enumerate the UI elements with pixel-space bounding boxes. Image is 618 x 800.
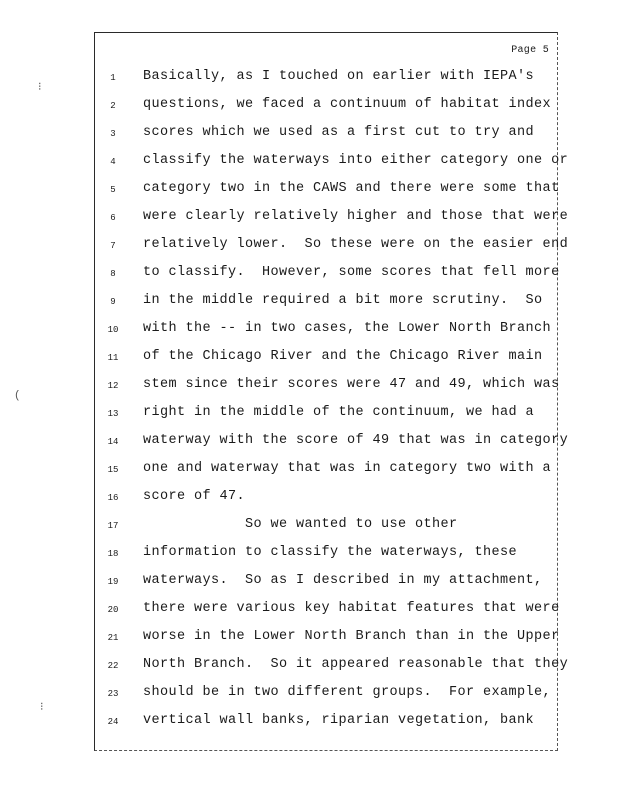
transcript-line [95,291,557,319]
line-number: 5 [110,185,116,195]
line-number: 21 [107,633,119,643]
transcript-line [95,207,569,235]
transcript-line [95,319,557,347]
line-text: category two in the CAWS and there were some that [143,181,560,196]
line-number: 2 [110,101,116,111]
line-text: waterway with the score of 49 that was in category [143,433,569,448]
transcript-line [95,711,557,739]
line-text: of the Chicago River and the Chicago River main [143,349,543,364]
line-text: scores which we used as a first cut to try and [143,125,535,140]
transcript-line [95,123,557,151]
margin-mark-top: ⁝ [38,82,42,94]
line-number: 19 [107,577,119,587]
line-text: relatively lower. So these were on the easier end [143,237,569,252]
transcript-line [95,459,557,487]
line-number: 16 [107,493,119,503]
transcript-line [95,571,557,599]
transcript-line [95,515,557,543]
transcript-page [94,32,569,751]
line-text: Basically, as I touched on earlier with IEPA's [143,69,535,84]
line-text: with the -- in two cases, the Lower North Branch [143,321,552,336]
line-number: 14 [107,437,119,447]
line-text: questions, we faced a continuum of habitat index [143,97,552,112]
transcript-line [95,179,560,207]
line-number: 1 [110,73,116,83]
line-text: So we wanted to use other [143,517,458,532]
line-text: there were various key habitat features that were [143,601,560,616]
transcript-line [95,151,569,179]
line-number: 18 [107,549,119,559]
line-text: should be in two different groups. For example, [143,685,552,700]
transcript-line [95,627,560,655]
line-number: 10 [107,325,119,335]
transcript-line [95,543,557,571]
line-number: 3 [110,129,116,139]
line-number: 17 [107,521,119,531]
line-text: one and waterway that was in category two with a [143,461,552,476]
line-text: in the middle required a bit more scrutiny. So [143,293,543,308]
line-text: vertical wall banks, riparian vegetation, bank [143,713,535,728]
line-number: 23 [107,689,119,699]
transcript-line [95,487,557,515]
line-text: North Branch. So it appeared reasonable that they [143,657,569,672]
line-text: waterways. So as I described in my attachment, [143,573,543,588]
line-number: 6 [110,213,116,223]
line-number: 9 [110,297,116,307]
page-number: Page 5 [511,45,549,56]
transcript-line [95,683,557,711]
transcript-line [95,431,569,459]
line-text: classify the waterways into either category one or [143,153,569,168]
transcript-line [95,67,557,95]
line-number: 15 [107,465,119,475]
line-number: 20 [107,605,119,615]
line-number: 24 [107,717,119,727]
line-text: right in the middle of the continuum, we had a [143,405,535,420]
transcript-line [95,347,557,375]
line-text: information to classify the waterways, these [143,545,518,560]
line-text: were clearly relatively higher and those that were [143,209,569,224]
line-text: stem since their scores were 47 and 49, which was [143,377,560,392]
transcript-line [95,95,557,123]
line-number: 22 [107,661,119,671]
line-text: worse in the Lower North Branch than in the Upper [143,629,560,644]
transcript-line [95,375,560,403]
transcript-line [95,235,569,263]
line-number: 7 [110,241,116,251]
line-number: 12 [107,381,119,391]
transcript-line [95,655,569,683]
transcript-line [95,599,560,627]
line-text: to classify. However, some scores that fell more [143,265,560,280]
line-number: 13 [107,409,119,419]
margin-mark-bottom: ⁝ [40,702,44,714]
line-number: 8 [110,269,116,279]
transcript-line [95,263,560,291]
line-text: score of 47. [143,489,246,504]
line-number: 11 [107,353,119,363]
transcript-line [95,403,557,431]
line-number: 4 [110,157,116,167]
margin-mark-middle: ( [14,390,21,402]
